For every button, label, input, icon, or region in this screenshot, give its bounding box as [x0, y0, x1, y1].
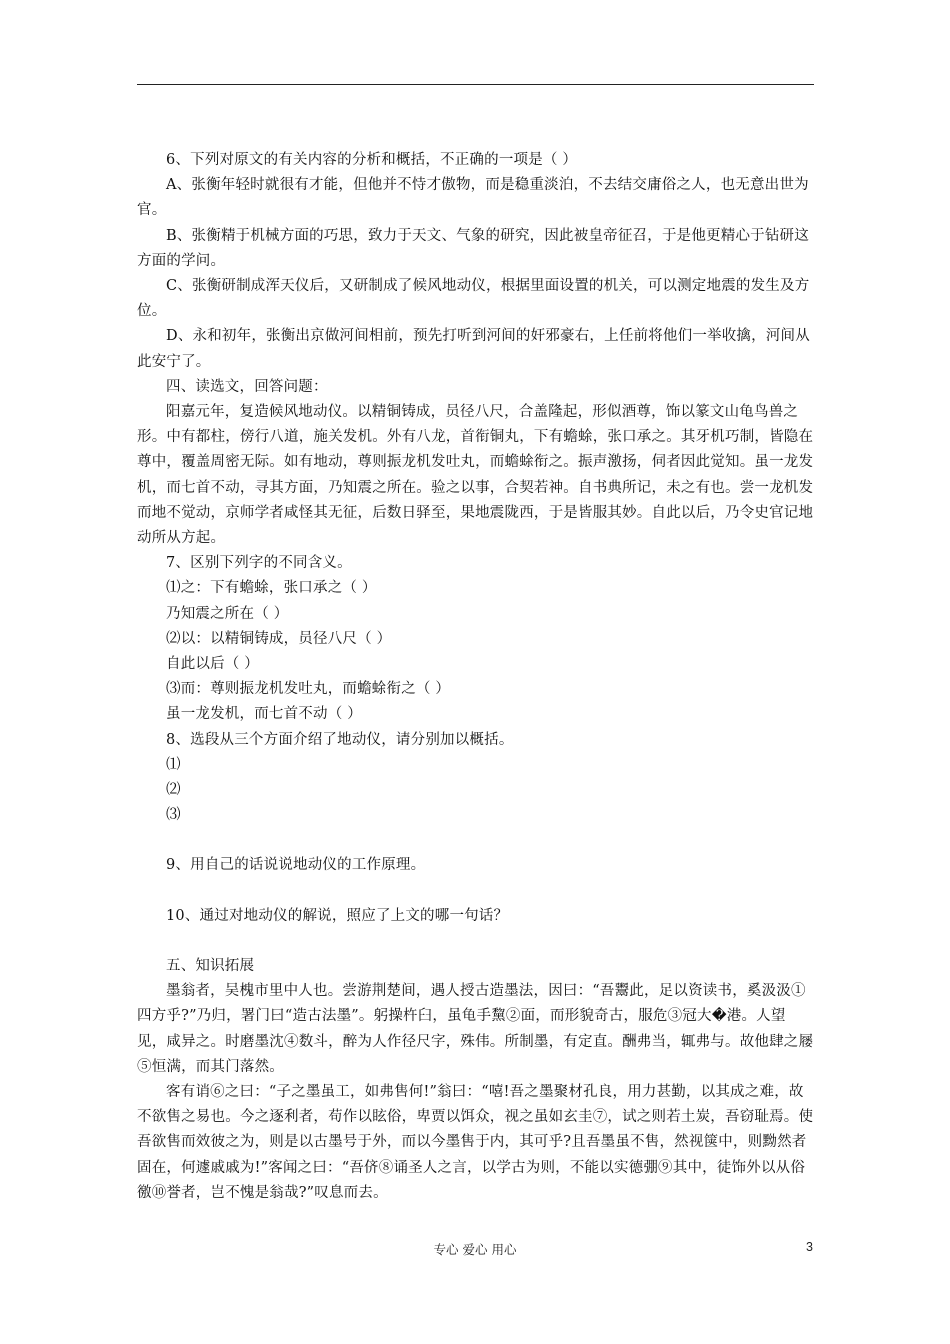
q7-item: 虽一龙发机，而七首不动（ ） — [166, 706, 362, 723]
section5-heading: 五、知识拓展 — [166, 957, 255, 974]
q8-item: ⑴ — [166, 756, 181, 773]
q6-option-d: D、永和初年，张衡出京做河间相前，预先打听到河间的奸邪豪右，上任前将他们一举收擒，河间从此安宁了。 — [137, 328, 810, 370]
header-rule — [137, 84, 814, 85]
footer-motto: 专心 爱心 用心 — [433, 1242, 517, 1257]
q7-stem: 7、区别下列字的不同含义。 — [166, 555, 352, 572]
q10-stem: 10、通过对地动仪的解说，照应了上文的哪一句话？ — [166, 907, 509, 924]
q8-item: ⑶ — [166, 807, 181, 824]
spacer — [137, 879, 814, 904]
spacer — [137, 929, 814, 954]
q6-stem: 6、下列对原文的有关内容的分析和概括，不正确的一项是（ ） — [166, 152, 578, 168]
q7-item: 乃知震之所在（ ） — [166, 605, 289, 622]
q6-option-a: A、张衡年轻时就很有才能，但他并不恃才傲物，而是稳重淡泊，不去结交庸俗之人，也无意出世为官。 — [137, 177, 809, 219]
section4-heading: 四、读选文，回答问题： — [166, 378, 328, 395]
q9-stem: 9、用自己的话说说地动仪的工作原理。 — [166, 857, 426, 874]
q8-stem: 8、选段从三个方面介绍了地动仪，请分别加以概括。 — [166, 731, 514, 748]
q6-option-b: B、张衡精于机械方面的巧思，致力于天文、气象的研究，因此被皇帝征召，于是他更精心于钻研这方面的学问。 — [137, 227, 809, 269]
q8-item: ⑵ — [166, 782, 181, 799]
q7-item: ⑵以：以精铜铸成，员径八尺（ ） — [166, 630, 392, 647]
section5-paragraph-2: 客有诮⑥之曰：“子之墨虽工，如弗售何!”翁曰：“嘻!吾之墨聚材孔良，用力甚勤，以其成之难，故不欲售之易也。今之逐利者，苟作以眩俗，卑贾以饵众，视之虽如玄圭⑦，试之则若土炭，吾窃耻焉。使吾欲售而效彼之为，则是以古墨号于外，而以今墨售于内，其可乎?且吾墨虽不售，然视箧中，则黝然者固在，何遽戚戚为!”客闻之曰：“吾侪⑧诵圣人之言，以学古为则，不能以实德弸⑨其中，徒饰外以从俗徼⑩誉者，岂不愧是翁哉?”叹息而去。 — [137, 1083, 814, 1201]
q7-item: 自此以后（ ） — [166, 656, 260, 673]
section5-paragraph-1: 墨翁者，吴槐市里中人也。尝游荆楚间，遇人授古造墨法，因曰：“吾鬻此，足以资读书，奚汲汲①四方乎?”乃归，署门曰“造古法墨”。躬操杵臼，虽龟手黧②面，而形貌奇古，服危③冠大�港。人望见，咸异之。时磨墨沈④数斗，醉为人作径尺字，殊伟。所制墨，有定直。酬弗当，辄弗与。故他肆之屦⑤恒满，而其门落然。 — [137, 983, 814, 1075]
q7-item: ⑴之：下有蟾蜍，张口承之（ ） — [166, 580, 377, 597]
page-number: 3 — [806, 1240, 813, 1254]
section4-passage: 阳嘉元年，复造候风地动仪。以精铜铸成，员径八尺，合盖隆起，形似酒尊，饰以篆文山龟鸟兽之形。中有都柱，傍行八道，施关发机。外有八龙，首衔铜丸，下有蟾蜍，张口承之。其牙机巧制，皆隐在尊中，覆盖周密无际。如有地动，尊则振龙机发吐丸，而蟾蜍衔之。振声激扬，伺者因此觉知。虽一龙发机，而七首不动，寻其方面，乃知震之所在。验之以事，合契若神。自书典所记，未之有也。尝一龙机发而地不觉动，京师学者咸怪其无征，后数日驿至，果地震陇西，于是皆服其妙。自此以后，乃令史官记地动所从方起。 — [137, 404, 814, 547]
spacer — [137, 828, 814, 853]
q7-item: ⑶而：尊则振龙机发吐丸，而蟾蜍衔之（ ） — [166, 681, 451, 698]
q6-option-c: C、张衡研制成浑天仪后，又研制成了候风地动仪，根据里面设置的机关，可以测定地震的发生及方位。 — [137, 278, 810, 320]
page-content — [137, 148, 814, 1206]
